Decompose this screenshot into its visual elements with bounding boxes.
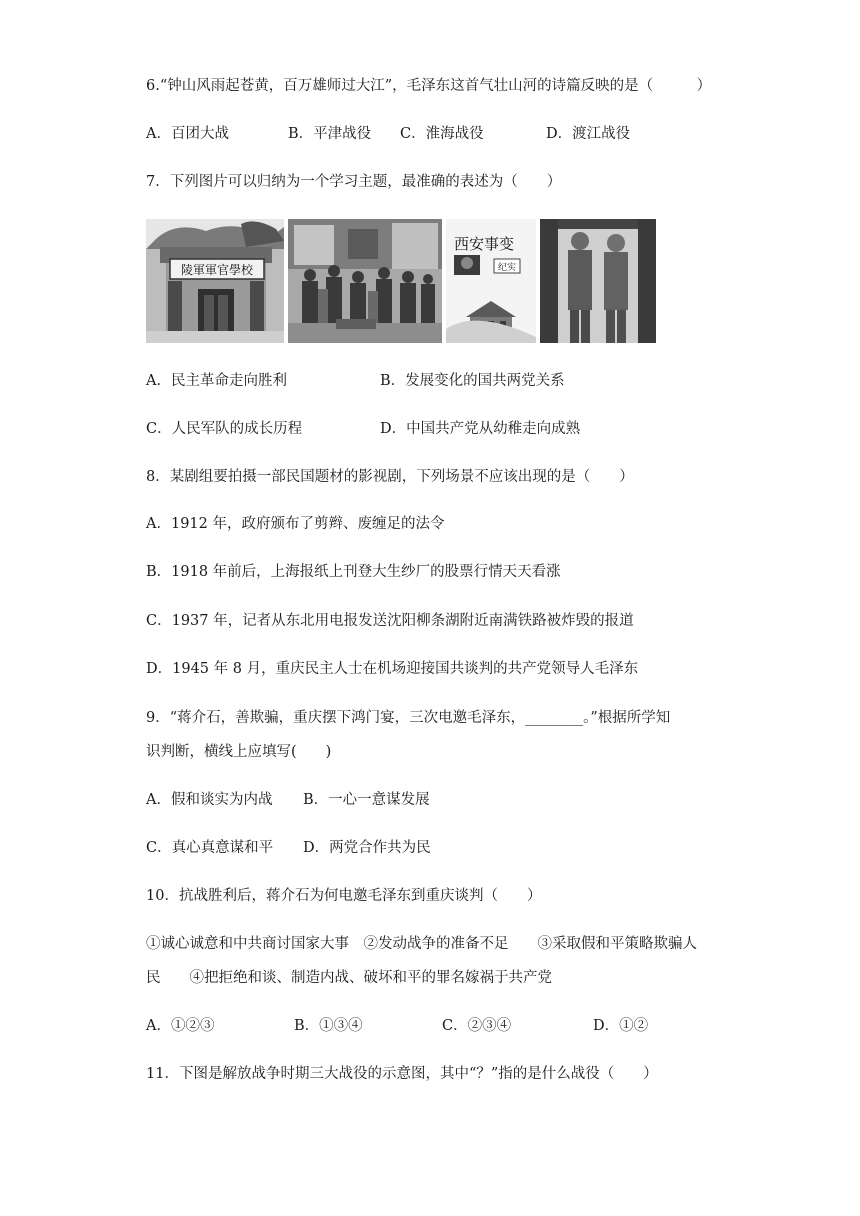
q10-option-b: B．①③④ [294, 1018, 363, 1034]
q8-option-a: A．1912 年，政府颁布了剪辫、废缠足的法令 [146, 516, 445, 532]
gate-sign-text: 陵軍軍官學校 [180, 263, 254, 277]
q9-stem-line1: 9．“蒋介石，善欺骗，重庆摆下鸿门宴，三次电邀毛泽东，________。”根据所学知 [146, 710, 671, 726]
q9-option-d: D．两党合作共为民 [303, 840, 431, 856]
q10-option-d: D．①② [593, 1018, 649, 1034]
q6-option-d: D．渡江战役 [546, 126, 631, 142]
q9-option-b: B．一心一意谋发展 [303, 792, 430, 808]
q10-statements-line2: 民 ④把拒绝和谈、制造内战、破坏和平的罪名嫁祸于共产党 [146, 970, 552, 986]
q7-option-b: B．发展变化的国共两党关系 [380, 373, 565, 389]
q10-stem: 10．抗战胜利后，蒋介石为何电邀毛泽东到重庆谈判（ ） [146, 888, 542, 904]
q7-option-d: D．中国共产党从幼稚走向成熟 [380, 421, 581, 437]
book-title-text: 西安事变 [454, 235, 515, 253]
q9-stem-line2: 识判断，横线上应填写( ) [146, 744, 332, 760]
q10-option-c: C．②③④ [442, 1018, 512, 1034]
q7-stem: 7．下列图片可以归纳为一个学习主题，最准确的表述为（ ） [146, 174, 562, 190]
academy-gate-photo [146, 219, 284, 343]
soldiers-group-photo [288, 219, 442, 343]
xian-incident-book-photo [446, 219, 536, 343]
two-leaders-photo [540, 219, 656, 343]
q10-statements-line1: ①诚心诚意和中共商讨国家大事 ②发动战争的准备不足 ③采取假和平策略欺骗人 [146, 936, 697, 952]
book-sub-text: 纪实 [497, 263, 517, 273]
q6-stem: 6.“钟山风雨起苍黄，百万雄师过大江”，毛泽东这首气壮山河的诗篇反映的是（ ） [146, 78, 712, 94]
q8-option-c: C．1937 年，记者从东北用电报发送沈阳柳条湖附近南满铁路被炸毁的报道 [146, 613, 634, 629]
q6-option-c: C．淮海战役 [400, 126, 484, 142]
q7-option-a: A．民主革命走向胜利 [146, 373, 287, 389]
q8-option-b: B．1918 年前后，上海报纸上刊登大生纱厂的股票行情天天看涨 [146, 564, 561, 580]
q9-option-a: A．假和谈实为内战 [146, 792, 273, 808]
q7-option-c: C．人民军队的成长历程 [146, 421, 303, 437]
q8-option-d: D．1945 年 8 月，重庆民主人士在机场迎接国共谈判的共产党领导人毛泽东 [146, 661, 639, 677]
q8-stem: 8．某剧组要拍摄一部民国题材的影视剧，下列场景不应该出现的是（ ） [146, 469, 634, 485]
q7-photo-strip [146, 219, 656, 343]
q6-option-b: B．平津战役 [288, 126, 372, 142]
q9-option-c: C．真心真意谋和平 [146, 840, 274, 856]
q10-option-a: A．①②③ [146, 1018, 215, 1034]
q11-stem: 11．下图是解放战争时期三大战役的示意图，其中“？”指的是什么战役（ ） [146, 1066, 658, 1082]
q6-option-a: A．百团大战 [146, 126, 229, 142]
